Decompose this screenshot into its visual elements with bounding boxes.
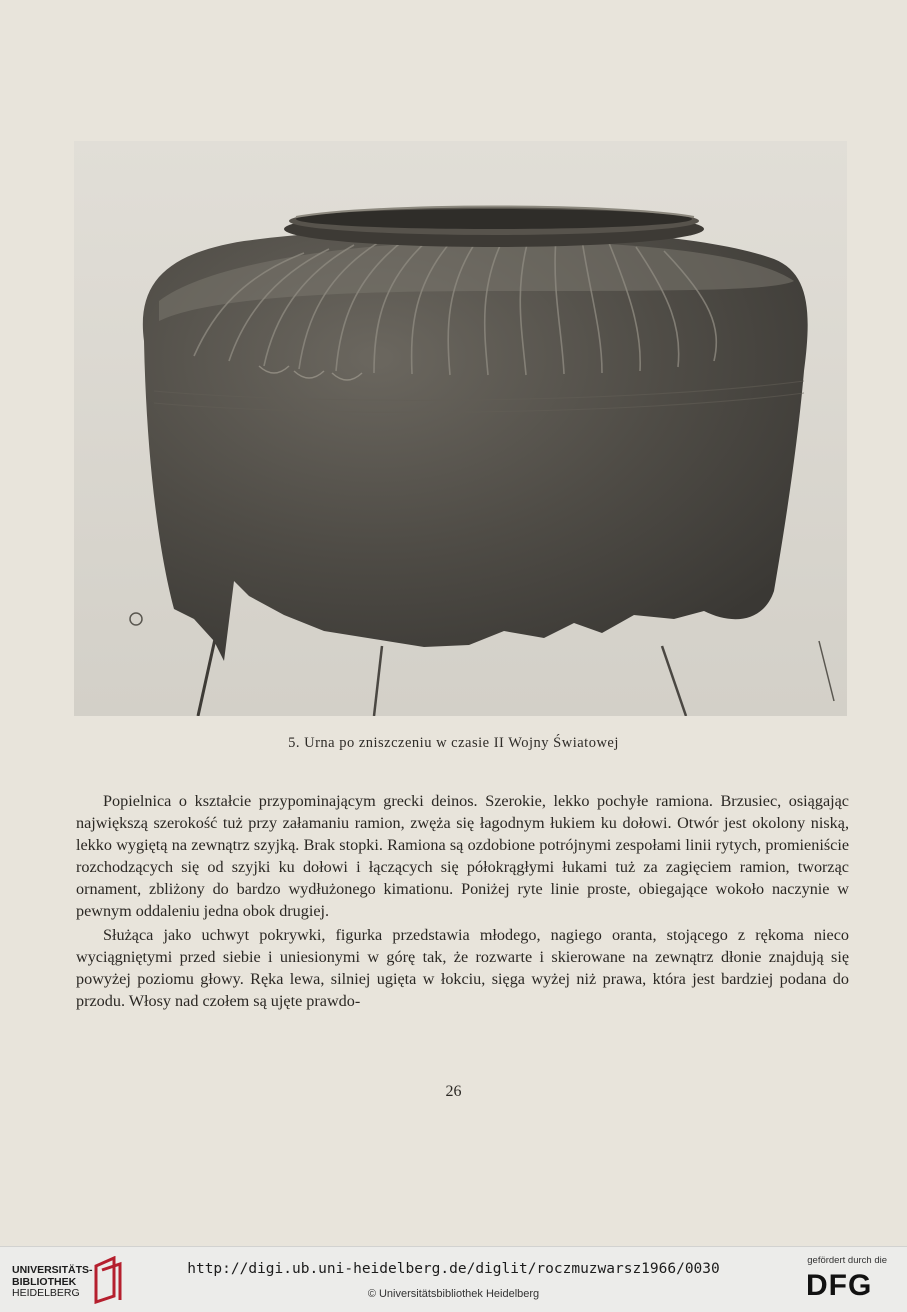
dfg-logo: DFG (806, 1269, 873, 1302)
library-name-line3: HEIDELBERG (12, 1287, 80, 1299)
page-number: 26 (445, 1083, 462, 1100)
urn-photo-icon (74, 141, 847, 716)
funding-note: gefördert durch die (807, 1255, 887, 1266)
digitization-footer (0, 1246, 907, 1312)
article-body (76, 790, 849, 1012)
copyright-notice: © Universitätsbibliothek Heidelberg (367, 1288, 540, 1300)
paragraph-2: Służąca jako uchwyt pokrywki, figurka przedstawia młodego, nagiego oranta, stojącego z rękoma nieco wyciągniętymi przed siebie i uniesionymi w górę tak, że rozwarte i skierowane na zewnątrz dłonie znajdują się powyżej poziomu głowy. Ręka lewa, silniej ugięta w łokciu, sięga wyżej niż prawa, która jest bardziej podana do przodu. Włosy nad czołem są ujęte prawdo- (76, 925, 849, 1010)
figure-caption: 5. Urna po zniszczeniu w czasie II Wojny Światowej (288, 735, 619, 751)
paragraph-1: Popielnica o kształcie przypominającym grecki deinos. Szerokie, lekko pochyłe ramiona. Brzusiec, osiągając największą szerokość tuż przy załamaniu ramion, zwęża się łagodnym łukiem ku dołowi. Otwór jest okolony niską, lekko wygiętą na zewnątrz szyjką. Brak stopki. Ramiona są ozdobione potrójnymi zespołami linii rytych, promieniście rozchodzących się od szyjki ku dołowi i łączących się półokrągłymi łukami tuż za zagięciem ramion, tworząc ornament, zbliżony do bardzo wydłużonego kimationu. Poniżej ryte linie proste, obiegające wokoło naczynie w pewnym oddaleniu jedna obok drugiej. (76, 792, 849, 921)
library-name-line1: UNIVERSITÄTS- (12, 1264, 93, 1276)
permalink-url[interactable]: http://digi.ub.uni-heidelberg.de/diglit/roczmuzwarsz1966/0030 (187, 1261, 720, 1277)
urn-photograph (74, 141, 847, 716)
library-name-line2: BIBLIOTHEK (12, 1275, 77, 1288)
